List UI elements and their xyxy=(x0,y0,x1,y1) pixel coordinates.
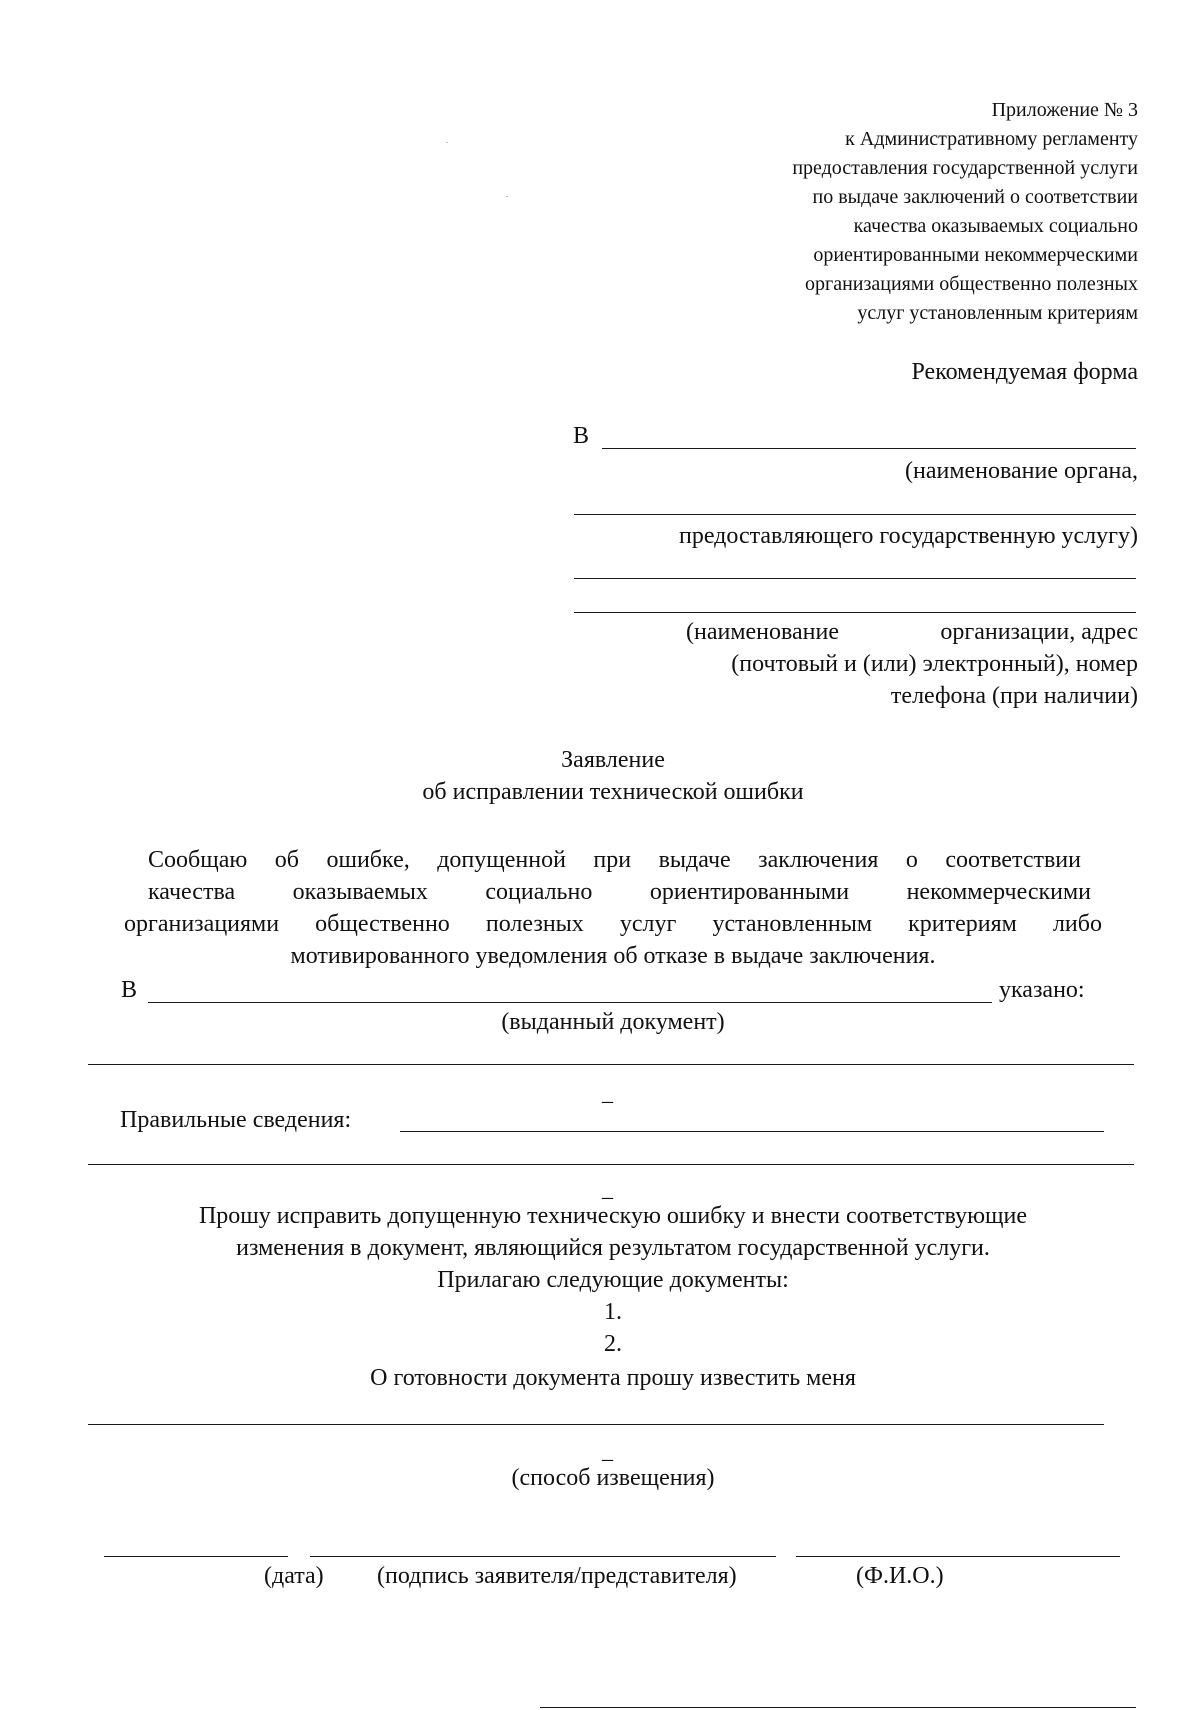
notify-hint: (способ извещения) xyxy=(511,1465,715,1491)
attachment-item: 1. xyxy=(604,1299,622,1325)
addressee-hint-1: (наименование органа, xyxy=(904,458,1138,484)
appendix-line: ориентированными некоммерческими xyxy=(813,244,1138,266)
body-paragraph-line: качества оказываемых социально ориентированными некоммерческими xyxy=(148,879,1091,905)
full-name-hint: (Ф.И.О.) xyxy=(856,1563,944,1589)
addressee-prefix: В xyxy=(573,423,590,449)
addressee-line-1 xyxy=(602,448,1136,449)
correct-info-label: Правильные сведения: xyxy=(120,1107,352,1133)
appendix-line: Приложение № 3 xyxy=(991,99,1138,121)
bottom-edge-line xyxy=(540,1707,1136,1708)
addressee-hint-2: предоставляющего государственную услугу) xyxy=(678,523,1138,549)
document-title: Заявление xyxy=(561,747,665,773)
appendix-line: услуг установленным критериям xyxy=(857,302,1138,324)
document-subtitle: об исправлении технической ошибки xyxy=(422,779,804,805)
organization-line-1 xyxy=(574,578,1136,579)
body-paragraph-line: мотивированного уведомления об отказе в выдаче заключения. xyxy=(290,943,936,969)
attachment-item: 2. xyxy=(604,1331,622,1357)
organization-hint-2: (почтовый и (или) электронный), номер xyxy=(731,651,1138,677)
appendix-line: предоставления государственной услуги xyxy=(792,157,1138,179)
appendix-line: организациями общественно полезных xyxy=(805,273,1138,295)
date-line xyxy=(104,1556,288,1557)
continuation-dash: _ xyxy=(602,1080,613,1105)
correct-info-line xyxy=(400,1131,1104,1132)
request-line: Прошу исправить допущенную техническую ошибку и внести соответствующие xyxy=(198,1203,1028,1229)
notify-text: О готовности документа прошу известить меня xyxy=(370,1365,856,1391)
issued-doc-detail-line xyxy=(88,1064,1134,1065)
organization-line-2 xyxy=(574,612,1136,613)
organization-hint-1b: организации, адрес xyxy=(940,619,1138,645)
continuation-dash: _ xyxy=(602,1438,613,1463)
attachments-label: Прилагаю следующие документы: xyxy=(437,1267,789,1293)
issued-doc-prefix: В xyxy=(121,977,138,1003)
scan-speck xyxy=(506,196,508,197)
appendix-header xyxy=(668,96,1138,328)
notify-method-line xyxy=(88,1424,1104,1425)
organization-hint-1a: (наименование xyxy=(686,619,840,645)
issued-doc-suffix: указано: xyxy=(999,977,1085,1003)
signature-line xyxy=(310,1556,776,1557)
organization-hint-3: телефона (при наличии) xyxy=(890,683,1138,709)
issued-doc-line xyxy=(148,1002,992,1003)
appendix-line: по выдаче заключений о соответствии xyxy=(812,186,1138,208)
continuation-dash: _ xyxy=(602,1176,613,1201)
full-name-line xyxy=(796,1556,1120,1557)
body-paragraph-line: Сообщаю об ошибке, допущенной при выдаче заключения о соответствии xyxy=(148,847,1081,873)
addressee-line-2 xyxy=(574,514,1136,515)
correct-info-detail-line xyxy=(88,1164,1134,1165)
appendix-line: качества оказываемых социально xyxy=(853,215,1138,237)
form-label: Рекомендуемая форма xyxy=(911,359,1138,385)
date-hint: (дата) xyxy=(264,1563,324,1589)
scan-speck xyxy=(446,142,448,143)
body-paragraph-line: организациями общественно полезных услуг установленным критериям либо xyxy=(124,911,1102,937)
issued-doc-hint: (выданный документ) xyxy=(501,1009,725,1035)
signature-hint: (подпись заявителя/представителя) xyxy=(377,1563,737,1589)
appendix-line: к Административному регламенту xyxy=(845,128,1138,150)
request-line: изменения в документ, являющийся результатом государственной услуги. xyxy=(236,1235,990,1261)
